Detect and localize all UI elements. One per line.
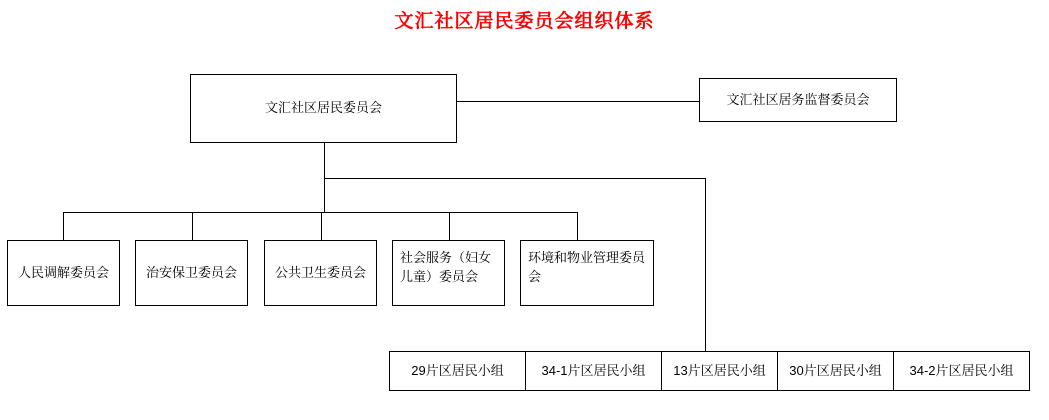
node-supervisor[interactable] — [699, 78, 897, 122]
node-group-2[interactable] — [525, 351, 662, 391]
node-root-label: 文汇社区居民委员会 — [264, 100, 382, 116]
connector-root-supervisor — [457, 101, 699, 102]
node-group-3-label: 13片区居民小组 — [673, 362, 766, 378]
node-root[interactable] — [190, 74, 457, 143]
node-group-5[interactable] — [893, 351, 1030, 391]
connector-committee-bus — [63, 212, 577, 213]
node-committee-4[interactable] — [392, 240, 505, 306]
connector-drop-committee-5 — [577, 212, 578, 240]
node-committee-4-label: 社会服务（妇女儿童）委员会 — [400, 250, 492, 284]
node-group-1-label: 29片区居民小组 — [411, 362, 504, 378]
connector-drop-committee-4 — [449, 212, 450, 240]
node-group-4[interactable] — [777, 351, 894, 391]
node-committee-3-label: 公共卫生委员会 — [274, 264, 366, 280]
node-committee-1-label: 人民调解委员会 — [17, 264, 109, 280]
connector-drop-committee-2 — [192, 212, 193, 240]
connector-root-to-groups-branch — [324, 178, 706, 179]
connector-drop-committee-3 — [321, 212, 322, 240]
connector-drop-groups — [705, 178, 706, 351]
node-group-2-label: 34-1片区居民小组 — [541, 362, 646, 378]
connector-drop-committee-1 — [63, 212, 64, 240]
node-group-3[interactable] — [661, 351, 778, 391]
node-committee-2[interactable] — [135, 240, 248, 306]
node-supervisor-label: 文汇社区居务监督委员会 — [726, 91, 870, 107]
node-committee-5[interactable] — [520, 240, 654, 306]
node-committee-3[interactable] — [264, 240, 377, 306]
node-group-5-label: 34-2片区居民小组 — [909, 362, 1014, 378]
node-committee-5-label: 环境和物业管理委员会 — [528, 250, 646, 284]
node-committee-2-label: 治安保卫委员会 — [145, 264, 237, 280]
node-group-4-label: 30片区居民小组 — [789, 362, 882, 378]
node-committee-1[interactable] — [7, 240, 120, 306]
node-group-1[interactable] — [389, 351, 526, 391]
page-title: 文汇社区居民委员会组织体系 — [394, 11, 655, 32]
